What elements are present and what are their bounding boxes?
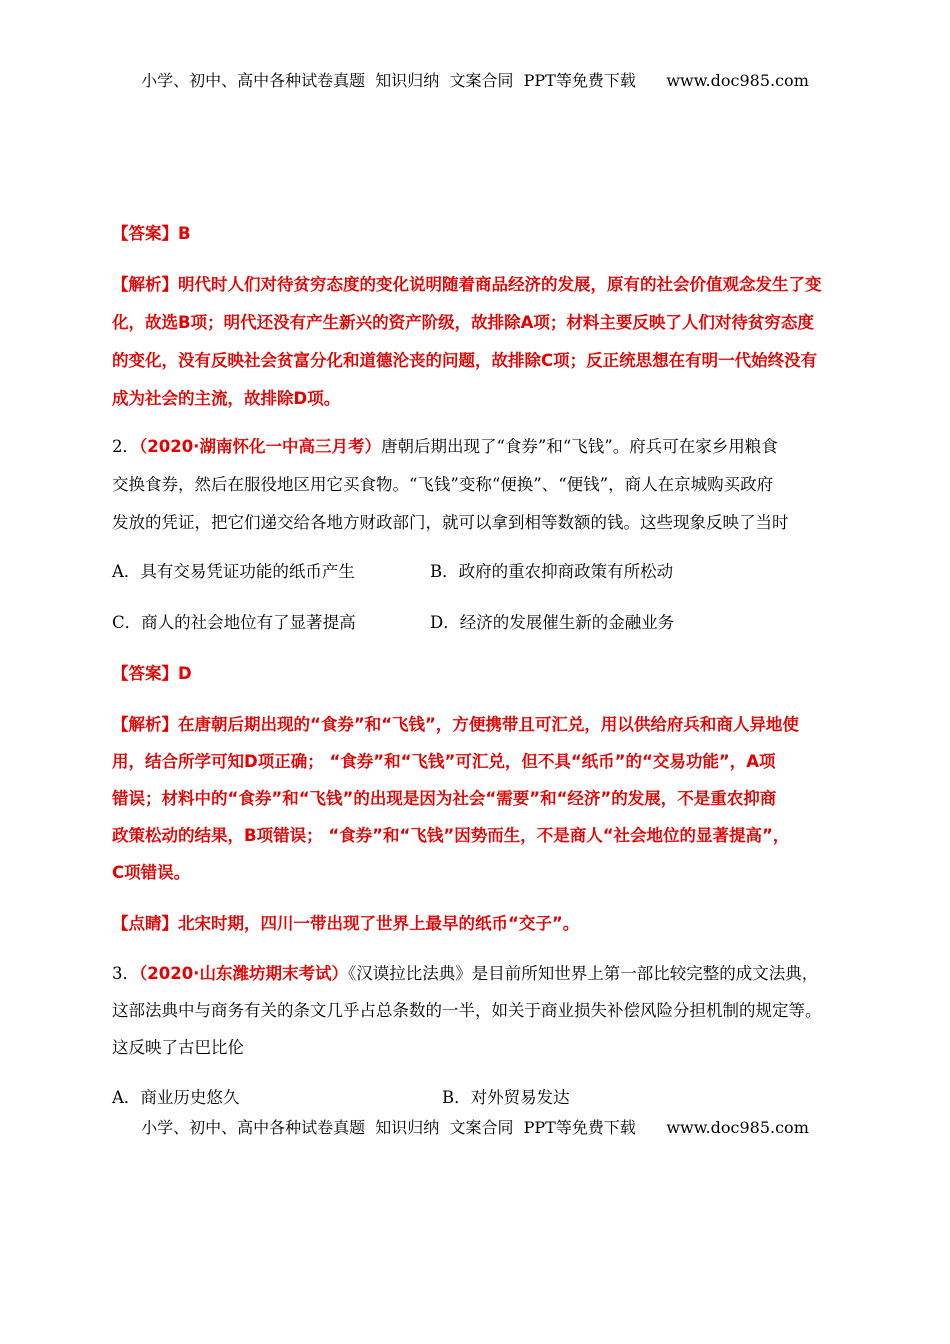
q3-number: 3． [112,964,139,983]
page-header: 小学、初中、高中各种试卷真题 知识归纳 文案合同 PPT等免费下载 www.doc985.com [141,71,809,90]
q2-stem-line-3: 发放的凭证，把它们递交给各地方财政部门，就可以拿到相等数额的钱。这些现象反映了当时 [112,513,789,532]
q3-stem-line-2: 这部法典中与商务有关的条文几乎占总条数的一半，如关于商业损失补偿风险分担机制的规定等。 [112,1001,822,1020]
q3-option-b: B．对外贸易发达 [442,1088,570,1107]
q1-analysis-line-1: 【解析】明代时人们对待贫穷态度的变化说明随着商品经济的发展，原有的社会价值观念发生了变 [112,275,822,294]
q3-stem-line-3: 这反映了古巴比伦 [112,1038,244,1057]
q3-stem-line-1 [112,960,818,984]
q2-number: 2． [112,437,139,456]
q2-analysis-line-2: 用，结合所学可知D项正确； “食券”和“飞钱”可汇兑，但不具“纸币”的“交易功能”，A项 [112,752,776,771]
q2-stem-line-1 [112,433,778,457]
q2-analysis-line-3: 错误；材料中的“食券”和“飞钱”的出现是因为社会“需要”和“经济”的发展，不是重农抑商 [112,789,777,808]
q1-analysis-line-3: 的变化，没有反映社会贫富分化和道德沦丧的问题，故排除C项；反正统思想在有明一代始终没有 [112,351,818,370]
q2-analysis-line-5: C项错误。 [112,863,191,882]
q2-stem-first: 唐朝后期出现了“食券”和“飞钱”。府兵可在家乡用粮食 [380,437,778,456]
q3-stem-first: 《汉谟拉比法典》是目前所知世界上第一部比较完整的成文法典， [347,964,819,983]
q1-analysis-line-4: 成为社会的主流，故排除D项。 [112,389,341,408]
q1-answer: 【答案】B [112,224,191,243]
q1-analysis-line-2: 化，故选B项；明代还没有产生新兴的资产阶级，故排除A项；材料主要反映了人们对待贫穷态度 [112,313,814,332]
q2-option-b: B．政府的重农抑商政策有所松动 [430,562,674,581]
q2-analysis-line-4: 政策松动的结果，B项错误； “食券”和“飞钱”因势而生，不是商人“社会地位的显著提高”， [112,826,790,845]
q2-option-a: A．具有交易凭证功能的纸币产生 [112,562,355,581]
q3-source: （2020·山东潍坊期末考试） [139,964,348,983]
q3-option-a: A．商业历史悠久 [112,1088,240,1107]
q2-stem-line-2: 交换食券，然后在服役地区用它买食物。“飞钱”变称“便换”、“便钱”，商人在京城购买政府 [112,475,774,494]
q2-tip: 【点睛】北宋时期，四川一带出现了世界上最早的纸币“交子”。 [112,914,580,933]
q2-option-c: C．商人的社会地位有了显著提高 [112,613,356,632]
page-footer: 小学、初中、高中各种试卷真题 知识归纳 文案合同 PPT等免费下载 www.doc985.com [141,1118,809,1137]
q2-answer: 【答案】D [112,664,192,683]
q2-source: （2020·湖南怀化一中高三月考） [139,437,381,456]
q2-option-d: D．经济的发展催生新的金融业务 [430,613,675,632]
q2-analysis-line-1: 【解析】在唐朝后期出现的“食券”和“飞钱”，方便携带且可汇兑，用以供给府兵和商人异地使 [112,715,799,734]
